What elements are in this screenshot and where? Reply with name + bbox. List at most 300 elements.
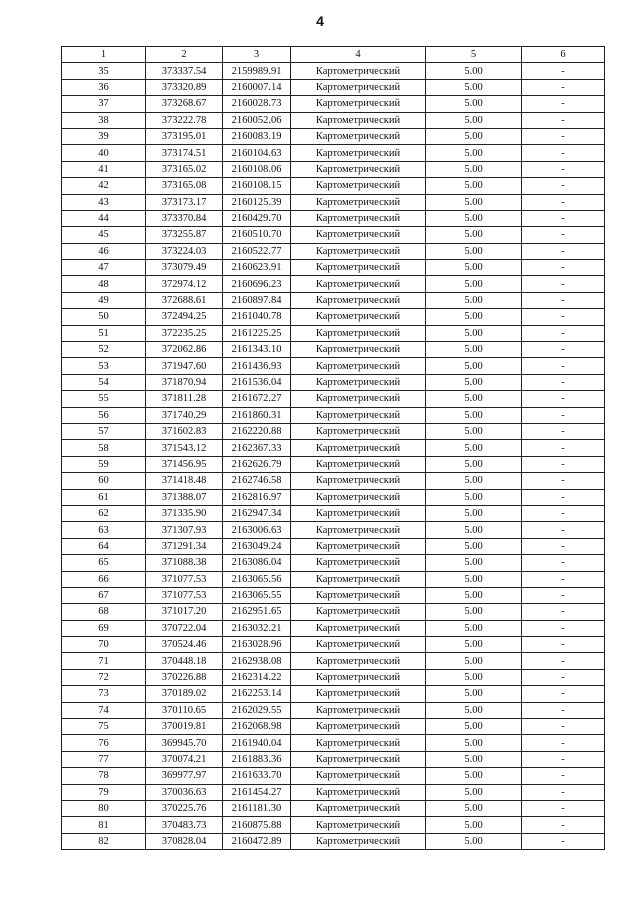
header-cell-2: 2 [146,47,223,63]
table-row [62,63,605,79]
table-row [62,768,605,784]
point-number-cell: 75 [62,719,146,735]
note-cell: - [522,604,605,620]
point-number-cell: 57 [62,423,146,439]
header-cell-1: 1 [62,47,146,63]
accuracy-cell: 5.00 [426,538,522,554]
note-cell: - [522,669,605,685]
y-coordinate-cell: 2161436.93 [223,358,291,374]
method-cell: Картометрический [291,358,426,374]
x-coordinate-cell: 373370.84 [146,210,223,226]
y-coordinate-cell: 2160125.39 [223,194,291,210]
x-coordinate-cell: 370036.63 [146,784,223,800]
table-header [62,47,605,63]
method-cell: Картометрический [291,210,426,226]
x-coordinate-cell: 369977.97 [146,768,223,784]
table-row [62,686,605,702]
y-coordinate-cell: 2162367.33 [223,440,291,456]
note-cell: - [522,653,605,669]
method-cell: Картометрический [291,276,426,292]
note-cell: - [522,735,605,751]
table-row [62,505,605,521]
y-coordinate-cell: 2163049.24 [223,538,291,554]
point-number-cell: 55 [62,391,146,407]
method-cell: Картометрический [291,817,426,833]
accuracy-cell: 5.00 [426,292,522,308]
note-cell: - [522,800,605,816]
accuracy-cell: 5.00 [426,751,522,767]
note-cell: - [522,227,605,243]
accuracy-cell: 5.00 [426,194,522,210]
y-coordinate-cell: 2160108.06 [223,161,291,177]
method-cell: Картометрический [291,128,426,144]
x-coordinate-cell: 373195.01 [146,128,223,144]
accuracy-cell: 5.00 [426,309,522,325]
point-number-cell: 67 [62,587,146,603]
note-cell: - [522,260,605,276]
accuracy-cell: 5.00 [426,178,522,194]
table-row [62,669,605,685]
point-number-cell: 59 [62,456,146,472]
table-row [62,309,605,325]
method-cell: Картометрический [291,374,426,390]
method-cell: Картометрический [291,145,426,161]
point-number-cell: 78 [62,768,146,784]
x-coordinate-cell: 373320.89 [146,79,223,95]
point-number-cell: 44 [62,210,146,226]
point-number-cell: 81 [62,817,146,833]
note-cell: - [522,423,605,439]
y-coordinate-cell: 2160429.70 [223,210,291,226]
accuracy-cell: 5.00 [426,243,522,259]
method-cell: Картометрический [291,555,426,571]
x-coordinate-cell: 371335.90 [146,505,223,521]
method-cell: Картометрический [291,342,426,358]
table-row [62,407,605,423]
method-cell: Картометрический [291,800,426,816]
point-number-cell: 60 [62,473,146,489]
method-cell: Картометрический [291,571,426,587]
table-row [62,128,605,144]
method-cell: Картометрический [291,440,426,456]
x-coordinate-cell: 370448.18 [146,653,223,669]
method-cell: Картометрический [291,505,426,521]
table-row [62,391,605,407]
note-cell: - [522,210,605,226]
x-coordinate-cell: 372494.25 [146,309,223,325]
accuracy-cell: 5.00 [426,784,522,800]
note-cell: - [522,178,605,194]
x-coordinate-cell: 371418.48 [146,473,223,489]
accuracy-cell: 5.00 [426,686,522,702]
table-row [62,489,605,505]
point-number-cell: 45 [62,227,146,243]
note-cell: - [522,243,605,259]
note-cell: - [522,719,605,735]
table-row [62,194,605,210]
table-row [62,210,605,226]
x-coordinate-cell: 373337.54 [146,63,223,79]
point-number-cell: 41 [62,161,146,177]
x-coordinate-cell: 371947.60 [146,358,223,374]
table-row [62,522,605,538]
y-coordinate-cell: 2162816.97 [223,489,291,505]
y-coordinate-cell: 2162746.58 [223,473,291,489]
table-row [62,423,605,439]
accuracy-cell: 5.00 [426,440,522,456]
x-coordinate-cell: 370828.04 [146,833,223,849]
x-coordinate-cell: 371291.34 [146,538,223,554]
y-coordinate-cell: 2163065.55 [223,587,291,603]
y-coordinate-cell: 2163086.04 [223,555,291,571]
accuracy-cell: 5.00 [426,423,522,439]
point-number-cell: 72 [62,669,146,685]
table-row [62,604,605,620]
y-coordinate-cell: 2160623.91 [223,260,291,276]
point-number-cell: 69 [62,620,146,636]
accuracy-cell: 5.00 [426,489,522,505]
method-cell: Картометрический [291,178,426,194]
accuracy-cell: 5.00 [426,719,522,735]
x-coordinate-cell: 373079.49 [146,260,223,276]
point-number-cell: 52 [62,342,146,358]
x-coordinate-cell: 369945.70 [146,735,223,751]
method-cell: Картометрический [291,719,426,735]
y-coordinate-cell: 2160897.84 [223,292,291,308]
table-row [62,161,605,177]
table-row [62,358,605,374]
y-coordinate-cell: 2162951.65 [223,604,291,620]
accuracy-cell: 5.00 [426,505,522,521]
accuracy-cell: 5.00 [426,407,522,423]
x-coordinate-cell: 372235.25 [146,325,223,341]
y-coordinate-cell: 2160108.15 [223,178,291,194]
x-coordinate-cell: 373165.08 [146,178,223,194]
method-cell: Картометрический [291,423,426,439]
accuracy-cell: 5.00 [426,620,522,636]
method-cell: Картометрический [291,784,426,800]
point-number-cell: 46 [62,243,146,259]
point-number-cell: 53 [62,358,146,374]
accuracy-cell: 5.00 [426,522,522,538]
note-cell: - [522,456,605,472]
accuracy-cell: 5.00 [426,112,522,128]
y-coordinate-cell: 2161343.10 [223,342,291,358]
y-coordinate-cell: 2160007.14 [223,79,291,95]
note-cell: - [522,522,605,538]
note-cell: - [522,702,605,718]
note-cell: - [522,620,605,636]
note-cell: - [522,833,605,849]
table-row [62,342,605,358]
note-cell: - [522,637,605,653]
x-coordinate-cell: 370226.88 [146,669,223,685]
accuracy-cell: 5.00 [426,374,522,390]
x-coordinate-cell: 370074.21 [146,751,223,767]
note-cell: - [522,112,605,128]
point-number-cell: 50 [62,309,146,325]
note-cell: - [522,489,605,505]
point-number-cell: 66 [62,571,146,587]
point-number-cell: 51 [62,325,146,341]
table-row [62,243,605,259]
method-cell: Картометрический [291,522,426,538]
table-row [62,79,605,95]
accuracy-cell: 5.00 [426,325,522,341]
x-coordinate-cell: 371077.53 [146,571,223,587]
point-number-cell: 47 [62,260,146,276]
note-cell: - [522,407,605,423]
x-coordinate-cell: 371602.83 [146,423,223,439]
method-cell: Картометрический [291,833,426,849]
y-coordinate-cell: 2160522.77 [223,243,291,259]
accuracy-cell: 5.00 [426,604,522,620]
table-body [62,63,605,850]
accuracy-cell: 5.00 [426,800,522,816]
point-number-cell: 58 [62,440,146,456]
table-row [62,276,605,292]
table-row [62,555,605,571]
accuracy-cell: 5.00 [426,342,522,358]
accuracy-cell: 5.00 [426,79,522,95]
y-coordinate-cell: 2163006.63 [223,522,291,538]
note-cell: - [522,194,605,210]
method-cell: Картометрический [291,473,426,489]
y-coordinate-cell: 2161536.04 [223,374,291,390]
x-coordinate-cell: 372688.61 [146,292,223,308]
x-coordinate-cell: 373222.78 [146,112,223,128]
accuracy-cell: 5.00 [426,473,522,489]
table-row [62,227,605,243]
x-coordinate-cell: 372062.86 [146,342,223,358]
y-coordinate-cell: 2161672.27 [223,391,291,407]
method-cell: Картометрический [291,112,426,128]
x-coordinate-cell: 370483.73 [146,817,223,833]
table-row [62,292,605,308]
point-number-cell: 82 [62,833,146,849]
y-coordinate-cell: 2162314.22 [223,669,291,685]
x-coordinate-cell: 370019.81 [146,719,223,735]
method-cell: Картометрический [291,194,426,210]
point-number-cell: 40 [62,145,146,161]
table-row [62,637,605,653]
note-cell: - [522,161,605,177]
point-number-cell: 80 [62,800,146,816]
method-cell: Картометрический [291,768,426,784]
y-coordinate-cell: 2161181.30 [223,800,291,816]
table-row [62,112,605,128]
table-row [62,571,605,587]
accuracy-cell: 5.00 [426,391,522,407]
x-coordinate-cell: 371740.29 [146,407,223,423]
point-number-cell: 64 [62,538,146,554]
point-number-cell: 54 [62,374,146,390]
y-coordinate-cell: 2162626.79 [223,456,291,472]
point-number-cell: 35 [62,63,146,79]
y-coordinate-cell: 2160052.06 [223,112,291,128]
note-cell: - [522,505,605,521]
accuracy-cell: 5.00 [426,128,522,144]
accuracy-cell: 5.00 [426,653,522,669]
point-number-cell: 68 [62,604,146,620]
y-coordinate-cell: 2162068.98 [223,719,291,735]
method-cell: Картометрический [291,620,426,636]
table-row [62,473,605,489]
table-row [62,817,605,833]
y-coordinate-cell: 2160875.88 [223,817,291,833]
x-coordinate-cell: 372974.12 [146,276,223,292]
accuracy-cell: 5.00 [426,735,522,751]
point-number-cell: 71 [62,653,146,669]
accuracy-cell: 5.00 [426,210,522,226]
header-cell-4: 4 [291,47,426,63]
y-coordinate-cell: 2161940.04 [223,735,291,751]
y-coordinate-cell: 2161860.31 [223,407,291,423]
method-cell: Картометрический [291,686,426,702]
x-coordinate-cell: 371077.53 [146,587,223,603]
x-coordinate-cell: 370110.65 [146,702,223,718]
point-number-cell: 74 [62,702,146,718]
note-cell: - [522,391,605,407]
table-row [62,538,605,554]
y-coordinate-cell: 2163065.56 [223,571,291,587]
accuracy-cell: 5.00 [426,227,522,243]
point-number-cell: 56 [62,407,146,423]
note-cell: - [522,538,605,554]
table-row [62,653,605,669]
method-cell: Картометрический [291,161,426,177]
x-coordinate-cell: 370225.76 [146,800,223,816]
point-number-cell: 43 [62,194,146,210]
accuracy-cell: 5.00 [426,833,522,849]
method-cell: Картометрический [291,735,426,751]
method-cell: Картометрический [291,669,426,685]
x-coordinate-cell: 371543.12 [146,440,223,456]
note-cell: - [522,374,605,390]
table-row [62,260,605,276]
x-coordinate-cell: 373224.03 [146,243,223,259]
method-cell: Картометрический [291,587,426,603]
method-cell: Картометрический [291,325,426,341]
y-coordinate-cell: 2159989.91 [223,63,291,79]
method-cell: Картометрический [291,653,426,669]
coordinates-table [61,46,605,850]
y-coordinate-cell: 2162253.14 [223,686,291,702]
header-row [62,47,605,63]
accuracy-cell: 5.00 [426,456,522,472]
point-number-cell: 79 [62,784,146,800]
method-cell: Картометрический [291,702,426,718]
method-cell: Картометрический [291,489,426,505]
table-row [62,735,605,751]
y-coordinate-cell: 2162947.34 [223,505,291,521]
point-number-cell: 76 [62,735,146,751]
method-cell: Картометрический [291,637,426,653]
header-cell-6: 6 [522,47,605,63]
note-cell: - [522,342,605,358]
table-row [62,784,605,800]
accuracy-cell: 5.00 [426,276,522,292]
point-number-cell: 42 [62,178,146,194]
point-number-cell: 63 [62,522,146,538]
y-coordinate-cell: 2161633.70 [223,768,291,784]
point-number-cell: 65 [62,555,146,571]
table-row [62,96,605,112]
note-cell: - [522,309,605,325]
table-row [62,833,605,849]
y-coordinate-cell: 2160510.70 [223,227,291,243]
method-cell: Картометрический [291,79,426,95]
accuracy-cell: 5.00 [426,587,522,603]
y-coordinate-cell: 2161883.36 [223,751,291,767]
note-cell: - [522,292,605,308]
method-cell: Картометрический [291,63,426,79]
method-cell: Картометрический [291,604,426,620]
note-cell: - [522,555,605,571]
accuracy-cell: 5.00 [426,145,522,161]
note-cell: - [522,358,605,374]
y-coordinate-cell: 2163032.21 [223,620,291,636]
method-cell: Картометрический [291,407,426,423]
x-coordinate-cell: 373174.51 [146,145,223,161]
point-number-cell: 36 [62,79,146,95]
note-cell: - [522,63,605,79]
accuracy-cell: 5.00 [426,161,522,177]
y-coordinate-cell: 2161040.78 [223,309,291,325]
note-cell: - [522,96,605,112]
method-cell: Картометрический [291,751,426,767]
point-number-cell: 70 [62,637,146,653]
x-coordinate-cell: 370524.46 [146,637,223,653]
y-coordinate-cell: 2160696.23 [223,276,291,292]
note-cell: - [522,473,605,489]
y-coordinate-cell: 2160083.19 [223,128,291,144]
x-coordinate-cell: 371017.20 [146,604,223,620]
point-number-cell: 48 [62,276,146,292]
note-cell: - [522,325,605,341]
table-row [62,800,605,816]
y-coordinate-cell: 2162029.55 [223,702,291,718]
method-cell: Картометрический [291,292,426,308]
x-coordinate-cell: 373255.87 [146,227,223,243]
method-cell: Картометрический [291,456,426,472]
accuracy-cell: 5.00 [426,669,522,685]
x-coordinate-cell: 371388.07 [146,489,223,505]
point-number-cell: 39 [62,128,146,144]
table-row [62,178,605,194]
method-cell: Картометрический [291,309,426,325]
accuracy-cell: 5.00 [426,260,522,276]
y-coordinate-cell: 2162220.88 [223,423,291,439]
note-cell: - [522,817,605,833]
note-cell: - [522,587,605,603]
x-coordinate-cell: 371870.94 [146,374,223,390]
method-cell: Картометрический [291,243,426,259]
accuracy-cell: 5.00 [426,358,522,374]
y-coordinate-cell: 2160104.63 [223,145,291,161]
table-row [62,719,605,735]
x-coordinate-cell: 371811.28 [146,391,223,407]
accuracy-cell: 5.00 [426,555,522,571]
y-coordinate-cell: 2161225.25 [223,325,291,341]
accuracy-cell: 5.00 [426,768,522,784]
x-coordinate-cell: 373268.67 [146,96,223,112]
point-number-cell: 37 [62,96,146,112]
method-cell: Картометрический [291,227,426,243]
point-number-cell: 49 [62,292,146,308]
y-coordinate-cell: 2162938.08 [223,653,291,669]
y-coordinate-cell: 2160472.89 [223,833,291,849]
